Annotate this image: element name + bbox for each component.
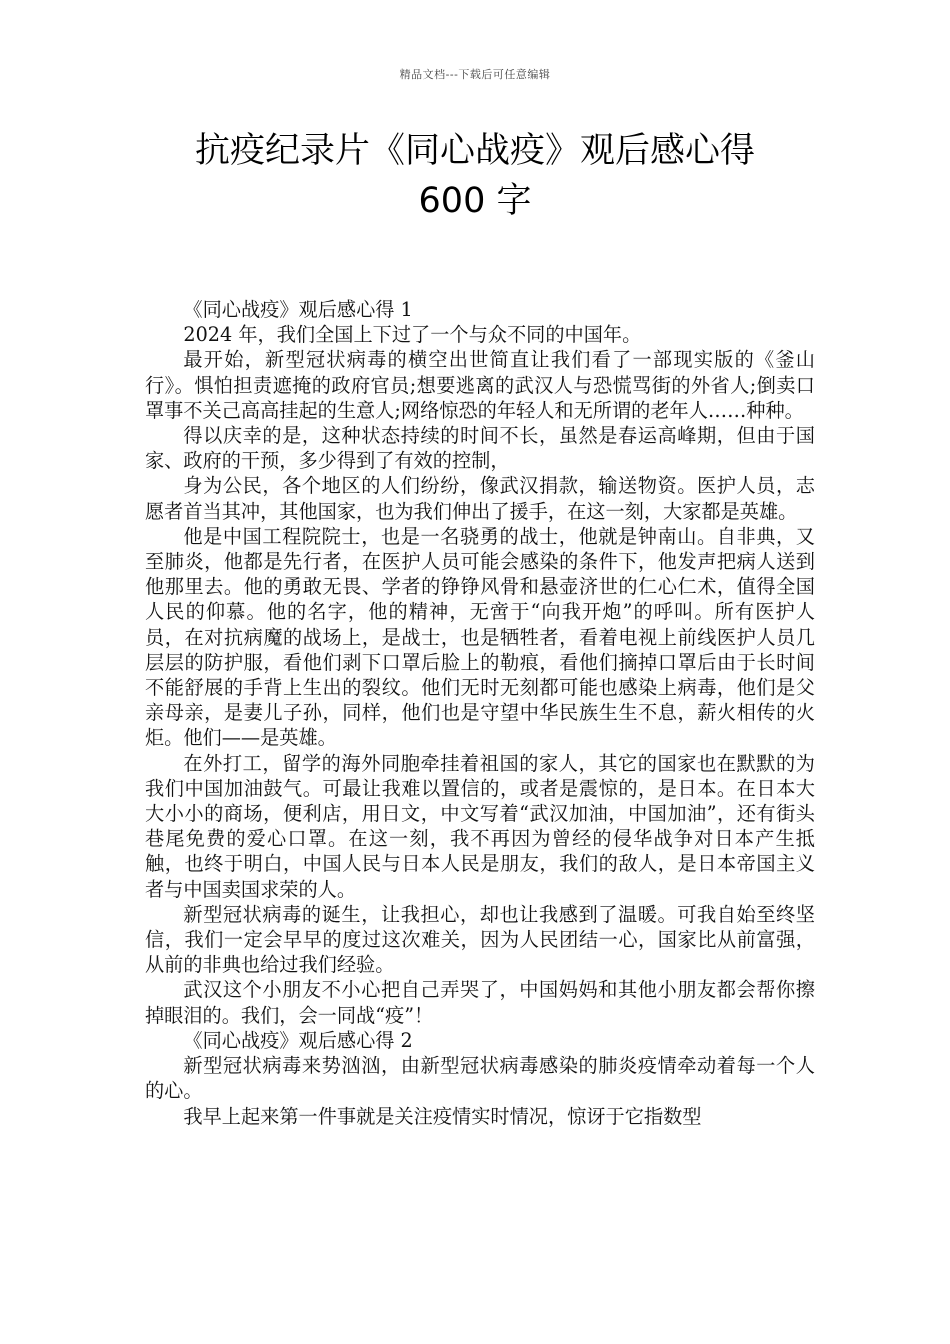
paragraph: 在外打工，留学的海外同胞牵挂着祖国的家人，其它的国家也在默默的为我们中国加油鼓气。可最让我难以置信的，或者是震惊的，是日本。在日本大大小小的商场，便利店，用日文，中文写着“武汉加油，中国加油”，还有街头巷尾免费的爱心口罩。在这一刻，我不再因为曾经的侵华战争对日本产生抵触，也终于明白，中国人民与日本人民是朋友，我们的敌人，是日本帝国主义者与中国卖国求荣的人。 [145,751,815,901]
paragraph: 新型冠状病毒的诞生，让我担心，却也让我感到了温暖。可我自始至终坚信，我们一定会早早的度过这次难关，因为人民团结一心，国家比从前富强，从前的非典也给过我们经验。 [145,902,815,977]
document-body [145,297,815,1129]
paragraph: 我早上起来第一件事就是关注疫情实时情况，惊讶于它指数型 [183,1104,702,1128]
paragraph: 他是中国工程院院士，也是一名骁勇的战士，他就是钟南山。自非典，又至肺炎，他都是先行者，在医护人员可能会感染的条件下，他发声把病人送到他那里去。他的勇敢无畏、学者的铮铮风骨和悬壶济世的仁心仁术，值得全国人民的仰慕。他的名字，他的精神，无啻于“向我开炮”的呼叫。所有医护人员，在对抗病魔的战场上，是战士，也是牺牲者，看着电视上前线医护人员几层层的防护服，看他们剥下口罩后脸上的勒痕，看他们摘掉口罩后由于长时间不能舒展的手背上生出的裂纹。他们无时无刻都可能也感染上病毒，他们是父亲母亲，是妻儿子孙，同样，他们也是守望中华民族生生不息，薪火相传的火炬。他们——是英雄。 [145,524,815,750]
paragraph: 得以庆幸的是，这种状态持续的时间不长，虽然是春运高峰期，但由于国家、政府的干预，多少得到了有效的控制， [145,424,815,473]
paragraph: 武汉这个小朋友不小心把自己弄哭了，中国妈妈和其他小朋友都会帮你擦掉眼泪的。我们，会一同战“疫”！ [145,978,815,1027]
section-heading-1: 《同心战疫》观后感心得 1 [183,298,413,321]
paragraph: 最开始，新型冠状病毒的横空出世简直让我们看了一部现实版的《釜山行》。惧怕担责遮掩的政府官员;想要逃离的武汉人与恐慌骂街的外省人;倒卖口罩事不关己高高挂起的生意人;网络惊恐的年轻人和无所谓的老年人……种种。 [145,348,815,422]
section-heading-2: 《同心战疫》观后感心得 2 [183,1028,413,1052]
paragraph: 2024 年，我们全国上下过了一个与众不同的中国年。 [183,323,642,347]
document-title [100,126,850,226]
title-line-1: 抗疫纪录片《同心战疫》观后感心得 [194,131,755,171]
paragraph: 新型冠状病毒来势汹汹，由新型冠状病毒感染的肺炎疫情牵动着每一个人的心。 [145,1054,815,1103]
paragraph: 身为公民，各个地区的人们纷纷，像武汉捐款，输送物资。医护人员，志愿者首当其冲，其他国家，也为我们伸出了援手，在这一刻，大家都是英雄。 [145,474,815,523]
title-line-2: 600 字 [418,181,532,221]
header-note: 精品文档---下载后可任意编辑 [399,68,551,81]
